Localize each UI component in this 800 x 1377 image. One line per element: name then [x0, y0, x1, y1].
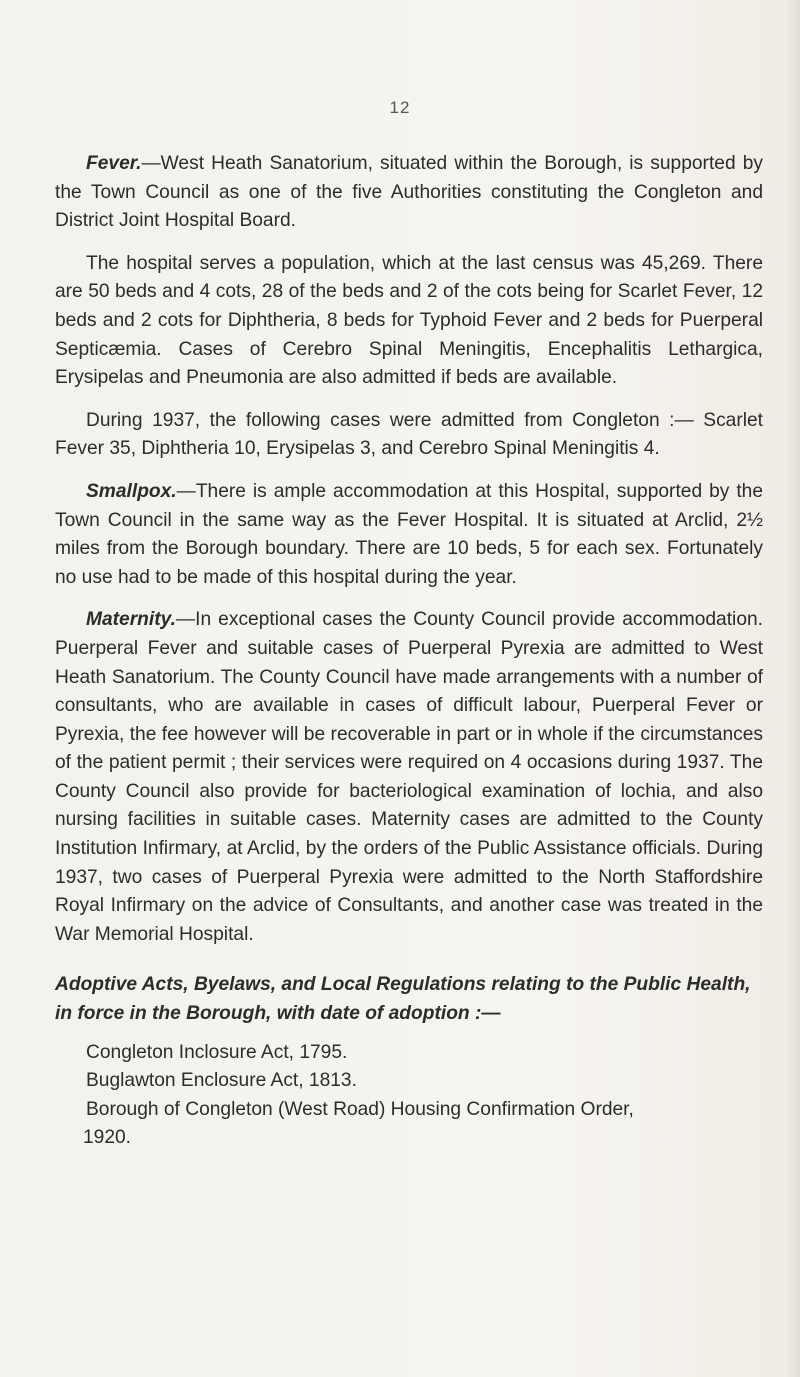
- fever-heading: Fever.: [86, 153, 142, 174]
- page-edge-shadow: [786, 0, 800, 1377]
- hospital-population-paragraph: The hospital serves a population, which at the last census was 45,269. There are 50 beds and 4 cots, 28 of the beds and 2 of the cots being for Scarlet Fever, 12 beds and 2 cots for Diphtheria, 8 beds for Typhoid Fever and 2 beds for Puerperal Septicæmia. Cases of Cerebro Spinal Meningitis, Encephalitis Lethargica, Erysipelas and Pneumonia are also admitted if beds are available.: [55, 252, 763, 389]
- fever-text: —West Heath Sanatorium, situated within the Borough, is supported by the Town Council as one of the five Authorities constituting the Congleton and District Joint Hospital Board.: [55, 153, 763, 232]
- smallpox-text: —There is ample accommodation at this Hospital, supported by the Town Council in the same way as the Fever Hospital. It is situated at Arclid, 2½ miles from the Borough boundary. There are 10 beds, 5 for each sex. Fortunately no use had to be made of this hospital during the year.: [55, 480, 763, 588]
- maternity-heading: Maternity.: [86, 609, 176, 631]
- page-number: 12: [389, 98, 411, 117]
- smallpox-heading: Smallpox.: [86, 480, 177, 502]
- admissions-paragraph: During 1937, the following cases were admitted from Congleton :— Scarlet Fever 35, Diphtheria 10, Erysipelas 3, and Cerebro Spinal Meningitis 4.: [55, 409, 763, 460]
- list-item: Buglawton Enclosure Act, 1813.: [86, 1070, 357, 1092]
- adoptive-acts-list: [55, 1039, 763, 1153]
- adoptive-acts-heading: Adoptive Acts, Byelaws, and Local Regulations relating to the Public Health, in force in the Borough, with date of adoption :—: [55, 974, 751, 1025]
- list-item: Congleton Inclosure Act, 1795.: [86, 1041, 348, 1063]
- list-item-text: Borough of Congleton (West Road) Housing Confirmation Order,: [86, 1098, 634, 1120]
- fever-paragraph: [55, 150, 763, 236]
- maternity-text: —In exceptional cases the County Council provide accommodation. Puerperal Fever and suitable cases of Puerperal Pyrexia are admitted to West Heath Sanatorium. The County Council have made arrangements with a number of consultants, who are available in cases of difficult labour, Puerperal Fever or Pyrexia, the fee however will be recoverable in part or in whole if the circumstances of the patient permit ; their services were required on 4 occasions during 1937. The County Council also provide for bacteriological examination of lochia, and also nursing facilities in suitable cases. Maternity cases are admitted to the County Institution Infirmary, at Arclid, by the orders of the Public Assistance officials. During 1937, two cases of Puerperal Pyrexia were admitted to the North Staffordshire Royal Infirmary on the advice of Consultants, and another case was treated in the War Memorial Hospital.: [55, 609, 763, 945]
- list-item: [55, 1096, 763, 1153]
- document-body: [55, 150, 763, 1153]
- maternity-paragraph: [55, 606, 763, 949]
- smallpox-paragraph: [55, 478, 763, 592]
- list-item-year: 1920.: [83, 1127, 132, 1149]
